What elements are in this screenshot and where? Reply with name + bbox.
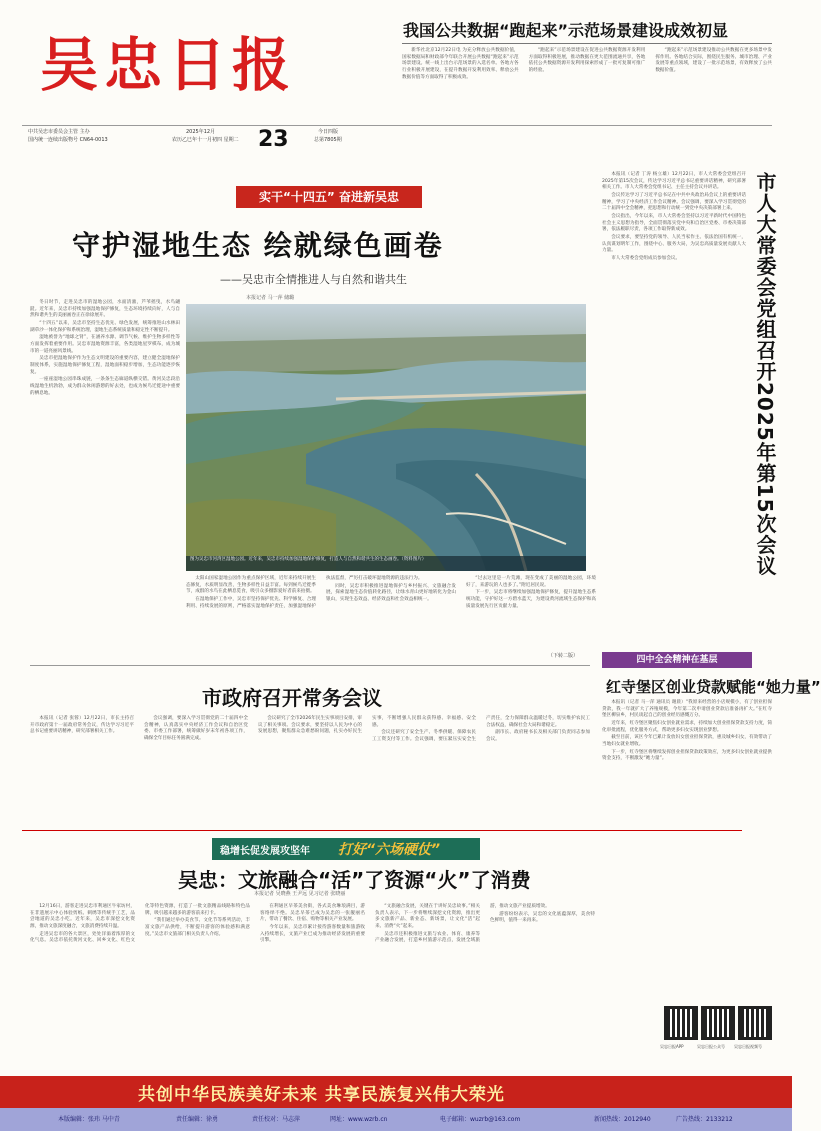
paragraph: 下一步，红寺堡区将继续发挥创业担保贷款政策效应，为更多妇女创业就业提供资金支持，不断激发“她力量”。 [602,749,772,762]
paragraph: “我们通过举办美食节、文化节等系列活动，丰富文旅产品供给，不断提升游客的体验感和满意度。”吴忠市文旅部门相关负责人介绍。 [145,918,250,937]
continuation-note: （下转二版） [548,653,579,659]
paragraph: 会议还研究了安全生产、冬季供暖、保障农民工工资支付等工作。会议强调，要压紧压实安全生产责任，全力保障群众温暖过冬，切实维护农民工合法权益，确保社会大局和谐稳定。 [372,716,590,742]
paragraph: 游客纷纷表示，吴忠的文化底蕴深厚，美食特色鲜明，值得一来再来。 [490,911,595,924]
paragraph: 市人大常委会党组成员参加会议。 [611,255,681,261]
side-section-headline: 红寺堡区创业贷款赋能“她力量” [606,678,821,696]
main-article-bottom-body [186,576,596,660]
banner-slogan: 打好“六场硬仗” [338,842,441,858]
paragraph: 走进吴忠市的各大景区，处处洋溢着浓厚的文化气息。吴忠市依托黄河文化、回乡文化、红色文化等特色资源，打造了一批文旅精品线路和特色品牌，吸引越来越多的游客前来打卡。 [30,904,250,944]
footer-proofreader: 责任校对：马志萍 [252,1116,301,1123]
masthead-date: 2025年12月 [186,129,216,135]
paragraph: 在利通区早茶美食街，各式美食琳琅满目，游客络绎不绝。吴忠早茶已成为吴忠的一张靓丽名片，带动了餐饮、住宿、购物等相关产业发展。 [260,904,365,923]
main-headline: 守护湿地生态 绘就绿色画卷 [72,229,444,262]
paragraph: “文旅融合发展，关键在于讲好吴忠故事。”相关负责人表示，下一步将继续深挖文化资源，推出更多文旅新产品、新业态、新场景，让文化“活”起来、消费“火”起来。 [375,904,480,929]
sidebar-article-body [602,172,746,642]
top-article-headline: 我国公共数据“跑起来”示范场景建设成效初显 [403,21,729,40]
paragraph: “十四五”以来，吴忠市坚持生态优先、绿色发展，统筹推进山水林田湖草沙一体化保护和系统治理，湿地生态系统质量和稳定性不断提升。 [30,320,180,333]
paragraph: 一座座湿地公园串珠成链，一条条生态廊道纵横交错。黄河吴忠段沿线湿地生机勃勃，成为群众休闲游憩的好去处，也成为候鸟迁徙途中重要的栖息地。 [30,377,180,396]
footer-ad-hotline: 广告热线：2133212 [676,1116,733,1123]
paragraph: 在湿地保护工作中，吴忠市坚持保护优先、科学修复、合理利用、持续发展的原则，严格落实湿地保护责任，加强湿地保护执法监督，严厉打击破坏湿地资源的违法行为。 [186,576,423,609]
paragraph: 太阳山国家湿地公园作为重点保护区域，近年来持续开展生态修复，水质明显改善，生物多样性日益丰富。每到候鸟迁徙季节，成群的水鸟在此栖息觅食，吸引众多摄影爱好者前来拍摄。 [186,576,316,595]
footer-news-hotline: 新闻热线：2012940 [594,1116,651,1123]
paragraph: 副市长、政府秘书长及相关部门负责同志参加会议。 [486,730,590,742]
paragraph: 下一步，吴忠市将继续加强湿地保护修复，提升湿地生态系统功能，守护好这一方碧水蓝天，为建设黄河流域生态保护和高质量发展先行区贡献力量。 [466,590,596,609]
section-divider [22,830,742,831]
slogan-text: 共创中华民族美好未来 共享民族复兴伟大荣光 [138,1085,505,1105]
total-issue: 总第7805期 [314,137,342,143]
main-byline: 本报记者 马一萍 储璐 [246,295,295,301]
footer [0,1108,792,1131]
footer-email[interactable]: 电子邮箱：wuzrb@163.com [440,1116,521,1123]
section2-body [30,716,590,824]
top-article-rule [402,43,772,44]
banner-text: 稳增长促发展攻坚年 [220,846,310,857]
wetland-aerial-photo [186,304,586,571]
paragraph: 本报讯（记者 丁涛 杨立雄）12月22日，市人大常委会党组召开2025年第15次会议，传达学习习近平总书记重要讲话精神，研究部署相关工作。市人大常委会党组书记、主任主持会议并讲话。 [602,172,746,191]
top-article-body [402,48,772,123]
paragraph: 冬日时节，走进吴忠市的湿地公园，水面清澈，芦苇摇曳，水鸟翩跹。近年来，吴忠市持续加强湿地保护修复，生态环境持续向好，人与自然和谐共生的美丽画卷正在徐徐展开。 [30,300,180,319]
paragraph: 会议强调，要深入学习贯彻党的二十届四中全会精神，认真落实中央经济工作会议和自治区党委、市委工作部署，统筹做好岁末年初各项工作，确保全年目标任务圆满完成。 [144,716,248,741]
masthead-cn-number: 国内统一连续出版物号 CN64-0013 [28,137,108,143]
photo-caption: 图为吴忠市河湾区湿地公园。近年来，吴忠市持续加强湿地保护修复，打造人与自然和谐共生的生态画卷。（资料图片） [190,557,427,562]
paragraph: 会议研究了全市2026年民生实事项目安排，审议了相关事项。会议要求，要坚持以人民为中心的发展思想，聚焦群众急难愁盼问题，扎实办好民生实事，不断增强人民群众获得感、幸福感、安全感。 [258,716,476,735]
section-divider [30,665,590,666]
qr-label: 吴忠日报APP [660,1044,684,1049]
qr-code-wechat[interactable] [701,1006,735,1040]
paragraph: 会议要求，要坚持党的领导、人民当家作主、依法治国有机统一，认真谋划明年工作，围绕中心、服务大局，为吴忠高质量发展贡献人大力量。 [602,234,746,254]
issue-number: 23 [258,127,289,152]
masthead-publisher: 中共吴忠市委员会主管 主办 [28,129,90,135]
paragraph: 同时，吴忠市积极推进湿地保护与乡村振兴、文旅融合发展，探索湿地生态价值转化路径，让绿水青山更好地转化为金山银山，实现生态效益、经济效益和社会效益相统一。 [326,583,456,602]
paragraph: 本报讯（记者 马一萍 通讯员 谢晨）“我原来经营的小店规模小，有了创业担保贷款，我一年就扩大了养殖规模，今年第二次申请创业贷款后准备再扩大。”在红寺堡区柳泉乡，村民谈起自己的创业经历感慨万分。 [602,700,772,719]
paragraph: 新华社北京12月22日电 为充分释放公共数据价值，国家数据局和财政部今年联合开展公共数据“跑起来”示范场景建设。统一线上出台示范场景的入选名单。各地方各行业积极开展建设，在提升数据开发利用效率、释放公共数据价值等方面取得了积极成效。 [402,48,519,80]
masthead-divider [22,125,772,126]
qr-code-app[interactable] [664,1006,698,1040]
qr-label: 吴忠日报公众号 [697,1044,725,1049]
paragraph: 会议指出，今年以来，市人大常委会坚持以习近平新时代中国特色社会主义思想为指导，全面贯彻落实党中央和自治区党委、市委决策部署，依法履职尽责，各项工作取得新成效。 [602,213,746,233]
paragraph: 近年来，红寺堡区聚焦妇女创业就业需求，持续加大创业担保贷款支持力度，简化审批流程，优化服务方式，帮助更多妇女实现创业梦想。 [602,720,772,733]
section-label: 四中全会精神在基层 [602,652,752,668]
paragraph: “跑起来”示范场景建设推动公共数据在更多场景中发挥作用。各地结合实际，围绕民生服务、城市治理、产业发展等重点领域，建设了一批示范场景，有效释放了公共数据价值。 [655,48,772,73]
masthead-lunar-date: 农历乙巳年十一月初四 星期二 [172,137,239,143]
section3-headline: 吴忠：文旅融合“活”了资源“火”了消费 [178,868,531,892]
footer-editor: 本版编辑：张玮 马中青 [58,1116,120,1123]
sidebar-vertical-headline: 市人大常委会党组召开2025年第15次会议 [753,172,777,577]
section3-byline: 本报记者 吴晓燕 王尹远 见习记者 张晓丽 [254,891,346,897]
side-section-body [602,700,772,1000]
paragraph: 会议传达学习了习近平总书记在中共中央政治局会议上的重要讲话精神，学习了中央经济工作会议精神。会议强调，要深入学习贯彻党的二十届四中全会精神，把思想和行动统一到党中央决策部署上来。 [602,192,746,212]
main-subheadline: ——吴忠市全情推进人与自然和谐共生 [220,273,407,286]
section-banner: 实干“十四五” 奋进新吴忠 [236,186,422,208]
paragraph: “跑起来”示范场景建设在促进公共数据资源开发利用方面取得积极进展，推动数据在更大范围流通共享，各地依托公共数据资源开发利用探索形成了一批可复制可推广的经验。 [528,48,646,73]
main-article-left-body [30,300,180,660]
page-count: 今日四版 [318,129,339,135]
paragraph: 湿地被誉为“地球之肾”，在涵养水源、调节气候、维护生物多样性等方面发挥着重要作用。吴忠市湿地资源丰富，各类湿地星罗棋布，成为城市的一道亮丽风景线。 [30,335,180,354]
paragraph: 截至目前，该区今年已累计发放妇女创业担保贷款，惠及城乡妇女，有效带动了当地妇女就业增收。 [602,735,772,747]
masthead-logo: 吴忠日报 [40,31,297,99]
paragraph: 吴忠市还积极推进文旅与农业、体育、康养等产业融合发展，打造乡村旅游示范点，发展全域旅游，推动文旅产业提质增效。 [375,904,550,944]
paragraph: 吴忠市把湿地保护作为生态文明建设的重要内容，建立健全湿地保护制度体系，实施湿地保护修复工程，湿地面积稳步增加，生态功能逐步恢复。 [30,356,180,375]
qr-code-video[interactable] [738,1006,772,1040]
paragraph: 12月16日，游客走进吴忠市利通区牛家坊村，在非遗展示中心体验剪纸、刺绣等传统手工艺，品尝地道的吴忠小吃。近年来，吴忠市深挖文化资源，推动文旅深度融合，文旅消费持续升温。 [30,904,135,929]
footer-website[interactable]: 网址：www.wzrb.cn [330,1116,388,1123]
section2-headline: 市政府召开常务会议 [202,686,382,710]
qr-label: 吴忠日报视频号 [734,1044,762,1049]
section3-body [30,904,595,1070]
paragraph: 本报讯（记者 张蓉）12月22日，市长主持召开市政府第十一届政府常务会议，传达学习习近平总书记重要讲话精神，研究部署相关工作。 [30,716,134,735]
footer-chief-editor: 责任编辑：徐勇 [176,1116,219,1123]
paragraph: 今年以来，吴忠市累计接待游客数量和旅游收入持续增长，文旅产业已成为推动经济发展的重要引擎。 [260,924,365,944]
paragraph: “过去这里是一片荒滩，现在变成了美丽的湿地公园，环境好了，来游玩的人也多了。”附近居民说。 [466,576,596,588]
